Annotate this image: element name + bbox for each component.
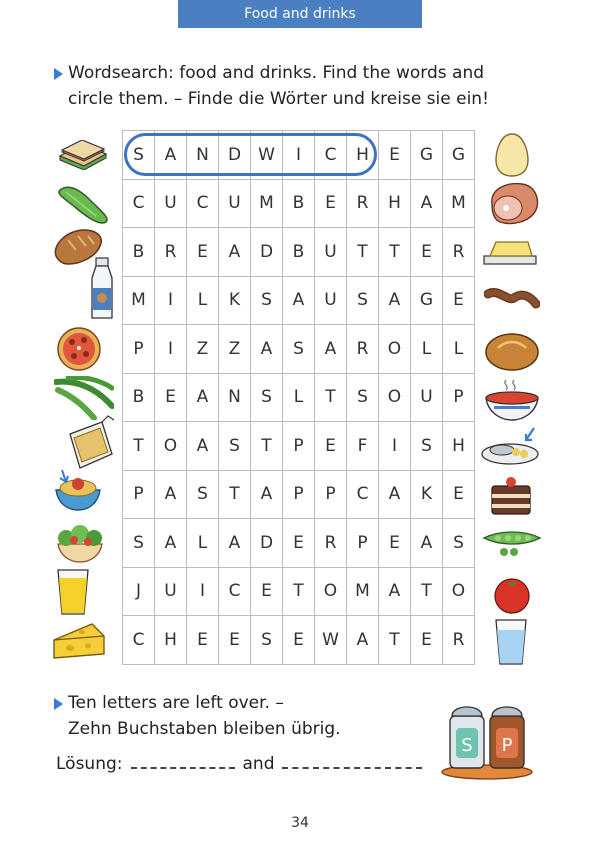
grid-cell[interactable]: L	[443, 325, 475, 374]
grid-cell[interactable]: I	[379, 422, 411, 471]
grid-cell[interactable]: B	[283, 228, 315, 277]
grid-cell[interactable]: S	[443, 519, 475, 568]
grid-cell[interactable]: T	[283, 568, 315, 617]
instructions	[56, 60, 489, 112]
grid-cell[interactable]: A	[315, 325, 347, 374]
grid-cell[interactable]: R	[443, 616, 475, 665]
instruction-line-1: Wordsearch: food and drinks. Find the words and	[68, 63, 485, 83]
sausage-icon	[484, 282, 540, 318]
grid-cell[interactable]: E	[187, 616, 219, 665]
grid-cell[interactable]: A	[155, 519, 187, 568]
grid-cell[interactable]: S	[123, 519, 155, 568]
pizza-icon	[56, 326, 102, 372]
grid-cell[interactable]: S	[347, 374, 379, 423]
grid-cell[interactable]: U	[411, 374, 443, 423]
grid-cell[interactable]: H	[443, 422, 475, 471]
grid-cell[interactable]: I	[155, 325, 187, 374]
grid-cell[interactable]: K	[411, 471, 443, 520]
grid-cell[interactable]: R	[347, 180, 379, 229]
grid-cell[interactable]: M	[123, 277, 155, 326]
grid-cell[interactable]: J	[123, 568, 155, 617]
cucumber-icon	[56, 182, 112, 226]
grid-cell[interactable]: C	[123, 616, 155, 665]
juice-glass-icon	[56, 568, 90, 616]
grid-cell[interactable]: L	[283, 374, 315, 423]
sandwich-icon	[56, 140, 110, 170]
grid-cell[interactable]: T	[219, 471, 251, 520]
grid-cell[interactable]: C	[315, 131, 347, 180]
grid-cell[interactable]: R	[315, 519, 347, 568]
grid-cell[interactable]: E	[411, 616, 443, 665]
grid-cell[interactable]: G	[411, 277, 443, 326]
task-line-1: Ten letters are left over. –	[68, 693, 284, 713]
grid-cell[interactable]: B	[283, 180, 315, 229]
grid-cell[interactable]: T	[411, 568, 443, 617]
salt-pepper-icon	[440, 696, 534, 780]
page-number: 34	[291, 815, 309, 831]
grid-cell[interactable]: C	[219, 568, 251, 617]
grid-cell[interactable]: T	[123, 422, 155, 471]
milk-bottle-icon	[88, 256, 116, 322]
grid-cell[interactable]: E	[443, 277, 475, 326]
wordsearch-grid	[122, 130, 475, 665]
answer-blank-2[interactable]	[282, 755, 422, 769]
grid-cell[interactable]: S	[251, 277, 283, 326]
grid-cell[interactable]: E	[315, 180, 347, 229]
grid-cell[interactable]: N	[187, 131, 219, 180]
grid-cell[interactable]: A	[187, 422, 219, 471]
grid-cell[interactable]: A	[379, 471, 411, 520]
grid-cell[interactable]: Z	[187, 325, 219, 374]
grid-cell[interactable]: P	[123, 471, 155, 520]
grid-cell[interactable]: O	[379, 325, 411, 374]
grid-cell[interactable]: L	[411, 325, 443, 374]
answer-blank-1[interactable]	[131, 755, 235, 769]
grid-cell[interactable]: S	[283, 325, 315, 374]
salad-icon	[52, 522, 108, 564]
grid-cell[interactable]: E	[283, 616, 315, 665]
grid-cell[interactable]: H	[379, 180, 411, 229]
grid-cell[interactable]: A	[251, 471, 283, 520]
grid-cell[interactable]: S	[123, 131, 155, 180]
cheese-icon	[52, 622, 106, 660]
tomato-icon	[492, 572, 532, 614]
butter-icon	[482, 236, 538, 268]
grid-cell[interactable]: D	[251, 228, 283, 277]
grid-cell[interactable]: A	[251, 325, 283, 374]
grid-cell[interactable]: D	[251, 519, 283, 568]
grid-cell[interactable]: R	[443, 228, 475, 277]
grid-cell[interactable]: A	[379, 277, 411, 326]
grid-cell[interactable]: S	[251, 616, 283, 665]
grid-cell[interactable]: I	[283, 131, 315, 180]
svg-text:P: P	[501, 735, 513, 756]
grid-cell[interactable]: D	[219, 131, 251, 180]
grid-cell[interactable]: P	[283, 422, 315, 471]
grid-cell[interactable]: T	[347, 228, 379, 277]
grid-cell[interactable]: F	[347, 422, 379, 471]
grid-cell[interactable]: E	[283, 519, 315, 568]
grid-cell[interactable]: G	[443, 131, 475, 180]
cake-icon	[488, 472, 534, 518]
grid-cell[interactable]: W	[315, 616, 347, 665]
grid-cell[interactable]: C	[347, 471, 379, 520]
grid-cell[interactable]: A	[379, 568, 411, 617]
grid-cell[interactable]: T	[251, 422, 283, 471]
grid-cell[interactable]: Z	[219, 325, 251, 374]
grid-cell[interactable]: T	[379, 228, 411, 277]
grid-cell[interactable]: E	[251, 568, 283, 617]
triangle-bullet-icon	[54, 698, 63, 710]
grid-cell[interactable]: E	[219, 616, 251, 665]
grid-cell[interactable]: N	[219, 374, 251, 423]
grid-cell[interactable]: S	[251, 374, 283, 423]
page-header-banner	[178, 0, 422, 28]
grid-cell[interactable]: A	[283, 277, 315, 326]
grid-cell[interactable]: U	[155, 568, 187, 617]
grid-cell[interactable]: E	[187, 228, 219, 277]
grid-cell[interactable]: E	[379, 519, 411, 568]
grid-cell[interactable]: M	[443, 180, 475, 229]
grid-cell[interactable]: T	[379, 616, 411, 665]
peas-icon	[482, 528, 542, 558]
grid-cell[interactable]: E	[315, 422, 347, 471]
task-instructions	[56, 690, 341, 742]
soup-icon	[484, 376, 540, 422]
grid-cell[interactable]: B	[123, 228, 155, 277]
grid-cell[interactable]: B	[123, 374, 155, 423]
grid-cell[interactable]: H	[155, 616, 187, 665]
water-glass-icon	[494, 618, 528, 666]
grid-cell[interactable]: A	[155, 471, 187, 520]
grid-cell[interactable]: T	[315, 374, 347, 423]
grid-cell[interactable]: S	[347, 277, 379, 326]
grid-cell[interactable]: P	[283, 471, 315, 520]
grid-cell[interactable]: R	[155, 228, 187, 277]
grid-cell[interactable]: O	[155, 422, 187, 471]
grid-cell[interactable]: A	[411, 180, 443, 229]
grid-cell[interactable]: U	[219, 180, 251, 229]
grid-cell[interactable]: S	[187, 471, 219, 520]
grid-cell[interactable]: O	[379, 374, 411, 423]
grid-cell[interactable]: S	[219, 422, 251, 471]
triangle-bullet-icon	[54, 68, 63, 80]
grid-cell[interactable]: E	[155, 374, 187, 423]
grid-cell[interactable]: P	[347, 519, 379, 568]
grid-cell[interactable]: I	[155, 277, 187, 326]
grid-cell[interactable]: P	[315, 471, 347, 520]
grid-cell[interactable]: G	[411, 131, 443, 180]
grid-cell[interactable]: A	[155, 131, 187, 180]
grid-cell[interactable]: H	[347, 131, 379, 180]
grid-cell[interactable]: E	[443, 471, 475, 520]
solution-label: Lösung:	[56, 754, 123, 774]
toast-bag-icon	[58, 414, 116, 472]
grid-cell[interactable]: S	[411, 422, 443, 471]
grid-cell[interactable]: U	[315, 228, 347, 277]
grid-cell[interactable]: A	[411, 519, 443, 568]
solution-row	[56, 754, 430, 774]
grid-cell[interactable]: A	[219, 228, 251, 277]
svg-text:S: S	[461, 735, 473, 756]
grid-cell[interactable]: A	[347, 616, 379, 665]
grid-cell[interactable]: A	[219, 519, 251, 568]
grid-cell[interactable]: P	[443, 374, 475, 423]
header-title: Food and drinks	[244, 6, 356, 22]
bread-roll-icon	[484, 326, 540, 372]
grid-cell[interactable]: O	[443, 568, 475, 617]
grid-cell[interactable]: A	[187, 374, 219, 423]
grid-cell[interactable]: C	[187, 180, 219, 229]
grid-cell[interactable]: O	[315, 568, 347, 617]
grid-cell[interactable]: L	[187, 519, 219, 568]
grid-cell[interactable]: U	[155, 180, 187, 229]
task-line-2: Zehn Buchstaben bleiben übrig.	[68, 719, 341, 739]
grid-cell[interactable]: M	[251, 180, 283, 229]
instruction-line-2: circle them. – Finde die Wörter und kreise sie ein!	[68, 89, 489, 109]
pasta-icon	[52, 466, 104, 512]
ham-icon	[486, 180, 540, 226]
grid-cell[interactable]: E	[411, 228, 443, 277]
grid-cell[interactable]: C	[123, 180, 155, 229]
grid-cell[interactable]: M	[347, 568, 379, 617]
grid-cell[interactable]: U	[315, 277, 347, 326]
grid-cell[interactable]: P	[123, 325, 155, 374]
grid-cell[interactable]: K	[219, 277, 251, 326]
fish-plate-icon	[480, 424, 542, 466]
grid-cell[interactable]: E	[379, 131, 411, 180]
grid-cell[interactable]: W	[251, 131, 283, 180]
solution-and: and	[242, 754, 275, 774]
grid-cell[interactable]: I	[187, 568, 219, 617]
grid-cell[interactable]: R	[347, 325, 379, 374]
grid-cell[interactable]: L	[187, 277, 219, 326]
egg-icon	[494, 132, 530, 178]
